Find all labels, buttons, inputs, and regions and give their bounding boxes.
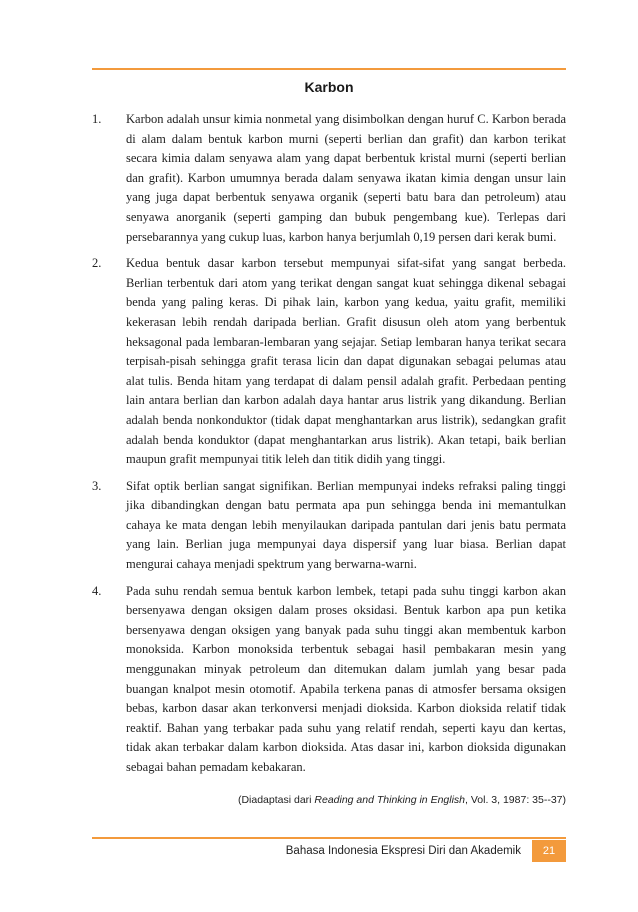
item-text: Kedua bentuk dasar karbon tersebut mempunyai sifat-sifat yang sangat berbeda. Berlian terbentuk dari atom yang terikat dengan sangat kuat sehingga dikenal sebagai benda yang paling keras. Di pihak lain, karbon yang kedua, yaitu grafit, memiliki kekerasan lebih rendah daripada berlian. Grafit disusun oleh atom yang berbentuk heksagonal pada lembaran-lembaran yang sejajar. Setiap lembaran hanya terikat secara terpisah-pisah sehingga grafit terasa licin dan dapat digunakan sebagai pelumas atau alat tulis. Benda hitam yang terdapat di dalam pensil adalah grafit. Perbedaan penting lain antara berlian dan karbon adalah daya hantar arus listrik yang dikandung. Berlian adalah benda nonkonduktor (tidak dapat menghantarkan arus listrik), sedangkan grafit adalah benda konduktor (dapat menghantarkan arus listrik). Akan tetapi, baik berlian maupun grafit mempunyai titik leleh dan titik didih yang tinggi. (126, 256, 566, 467)
numbered-list (92, 110, 566, 785)
list-item (92, 582, 566, 778)
item-number: 4. (92, 583, 102, 598)
list-item (92, 254, 566, 470)
citation-source: Reading and Thinking in English (314, 794, 466, 806)
item-number: 1. (92, 112, 102, 126)
citation-suffix: , Vol. 3, 1987: 35--37) (465, 794, 566, 806)
section-title: Karbon (304, 79, 354, 95)
item-text: Sifat optik berlian sangat signifikan. Berlian mempunyai indeks refraksi paling tinggi jika dibandingkan dengan batu permata apa pun sehingga benda ini memantulkan cahaya ke mata dengan lebih menyilaukan daripada pantulan dari jenis batu permata yang lain. Berlian juga mempunyai daya dispersif yang luar biasa. Berlian dapat mengurai cahaya menjadi spektrum yang berwarna-warni. (126, 478, 566, 572)
item-text: Karbon adalah unsur kimia nonmetal yang disimbolkan dengan huruf C. Karbon berada di alam dalam bentuk karbon murni (seperti berlian dan grafit) dan karbon terikat secara kimia dalam senyawa alam yang dapat berbentuk kristal murni (seperti berlian dan grafit). Karbon umumnya berada dalam senyawa ikatan kimia dengan unsur lain yang juga dapat berbentuk senyawa organik (seperti batu bara dan petroleum) atau senyawa anorganik (seperti gamping dan bubuk pengembang kue). Terlepas dari persebarannya yang cukup luas, karbon hanya berjumlah 0,19 persen dari kerak bumi. (126, 112, 566, 244)
footer-rule (92, 837, 566, 839)
page-number: 21 (532, 840, 566, 862)
item-number: 2. (92, 256, 102, 271)
item-number: 3. (92, 478, 102, 493)
item-text: Pada suhu rendah semua bentuk karbon lembek, tetapi pada suhu tinggi karbon akan bersenyawa dengan oksigen dalam proses oksidasi. Bentuk karbon apa pun ketika bersenyawa dengan oksigen yang banyak pada suhu tinggi akan membentuk karbon monoksida. Karbon monoksida terbentuk sebagai hasil pembakaran mesin yang menggunakan minyak petroleum dan ditemukan dalam jumlah yang besar pada buangan knalpot mesin otomotif. Apabila terkena panas di atmosfer bersama oksigen bebas, karbon dasar akan terkonversi menjadi dioksida. Karbon dioksida relatif tidak reaktif. Bahan yang terbakar pada suhu yang relatif rendah, seperti kayu dan kertas, tidak akan terbakar dalam karbon dioksida. Atas dasar ini, karbon dioksida digunakan sebagai bahan pemadam kebakaran. (126, 583, 566, 774)
list-item (92, 110, 566, 247)
source-citation (92, 794, 566, 806)
book-title: Bahasa Indonesia Ekspresi Diri dan Akademik (285, 845, 521, 857)
header-rule (92, 68, 566, 70)
citation-prefix: (Diadaptasi dari (237, 794, 315, 806)
list-item (92, 477, 566, 575)
